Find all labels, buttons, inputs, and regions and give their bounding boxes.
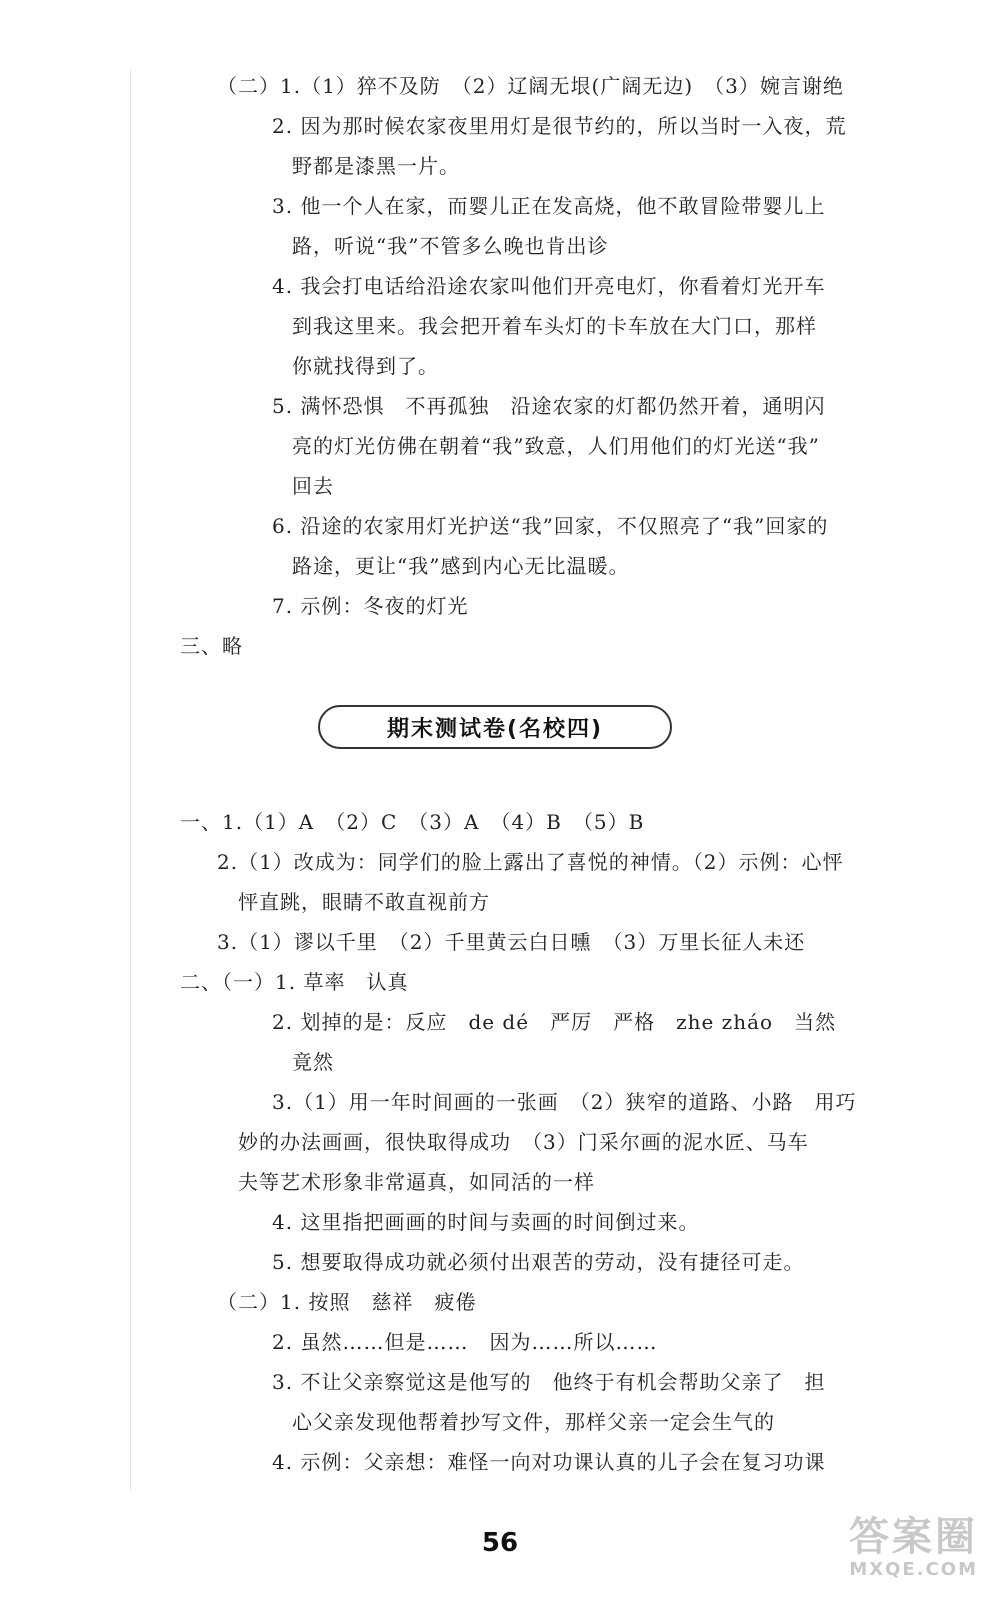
- answer-line: 怦直跳，眼睛不敢直视前方: [238, 890, 490, 914]
- answer-line: 一、1.（1）A （2）C （3）A （4）B （5）B: [180, 810, 645, 834]
- page-number: 56: [481, 1528, 519, 1558]
- answer-line: 心父亲发现他帮着抄写文件，那样父亲一定会生气的: [292, 1410, 775, 1434]
- answer-line: 夫等艺术形象非常逼真，如同活的一样: [238, 1170, 595, 1194]
- exam-title-box: [318, 705, 672, 749]
- watermark-line2: MXQE.COM: [849, 1559, 978, 1580]
- answer-line: 3. 不让父亲察觉这是他写的 他终于有机会帮助父亲了 担: [272, 1370, 826, 1394]
- answer-line: 3.（1）谬以千里 （2）千里黄云白日曛 （3）万里长征人未还: [217, 930, 806, 954]
- section-heading: 三、略: [180, 634, 243, 658]
- answer-line: 4. 示例：父亲想：难怪一向对功课认真的儿子会在复习功课: [272, 1450, 826, 1474]
- answer-line: 亮的灯光仿佛在朝着“我”致意，人们用他们的灯光送“我”: [292, 434, 820, 458]
- answer-line: 4. 这里指把画画的时间与卖画的时间倒过来。: [272, 1210, 700, 1234]
- answer-line: 2. 划掉的是：反应 de dé 严厉 严格 zhe zháo 当然: [272, 1010, 837, 1034]
- answer-line: 4. 我会打电话给沿途农家叫他们开亮电灯，你看着灯光开车: [272, 274, 826, 298]
- answer-line: 2. 虽然……但是…… 因为……所以……: [272, 1330, 658, 1354]
- answer-line: 6. 沿途的农家用灯光护送“我”回家，不仅照亮了“我”回家的: [272, 514, 829, 538]
- answer-line: （二）1. 按照 慈祥 疲倦: [217, 1290, 477, 1314]
- answer-line: 7. 示例：冬夜的灯光: [272, 594, 469, 618]
- answer-line: 二、（一）1. 草率 认真: [180, 970, 409, 994]
- answer-line: 2. 因为那时候农家夜里用灯是很节约的，所以当时一入夜，荒: [272, 114, 847, 138]
- watermark-logo: [849, 1515, 978, 1581]
- watermark-line1: 答案圈: [849, 1514, 978, 1560]
- answer-line: 路途，更让“我”感到内心无比温暖。: [292, 554, 630, 578]
- answer-line: 5. 想要取得成功就必须付出艰苦的劳动，没有捷径可走。: [272, 1250, 805, 1274]
- answer-line: 野都是漆黑一片。: [292, 154, 460, 178]
- answer-line: 你就找得到了。: [292, 354, 439, 378]
- answer-line: 5. 满怀恐惧 不再孤独 沿途农家的灯都仍然开着，通明闪: [272, 394, 826, 418]
- answer-line: 到我这里来。我会把开着车头灯的卡车放在大门口，那样: [292, 314, 817, 338]
- answer-line: （二）1.（1）猝不及防 （2）辽阔无垠(广阔无边) （3）婉言谢绝: [217, 74, 844, 98]
- answer-line: 3.（1）用一年时间画的一张画 （2）狭窄的道路、小路 用巧: [272, 1090, 857, 1114]
- margin-rule: [130, 70, 131, 1490]
- answer-line: 2.（1）改成为：同学们的脸上露出了喜悦的神情。（2）示例：心怦: [217, 850, 844, 874]
- answer-line: 路，听说“我”不管多么晚也肯出诊: [292, 234, 609, 258]
- exam-title: 期末测试卷(名校四): [386, 716, 604, 742]
- answer-line: 妙的办法画画，很快取得成功 （3）门采尔画的泥水匠、马车: [238, 1130, 809, 1154]
- answer-line: 回去: [292, 474, 334, 498]
- answer-line: 竟然: [292, 1050, 334, 1074]
- answer-line: 3. 他一个人在家，而婴儿正在发高烧，他不敢冒险带婴儿上: [272, 194, 826, 218]
